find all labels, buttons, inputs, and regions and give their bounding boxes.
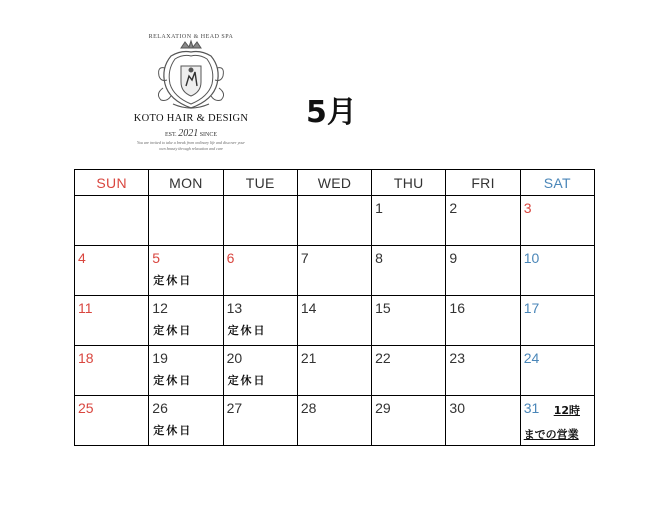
day-number: 26 <box>152 400 168 416</box>
calendar-day-cell <box>75 396 149 446</box>
calendar-week-row <box>75 346 595 396</box>
calendar-day-cell <box>297 246 371 296</box>
calendar-day-cell <box>149 246 223 296</box>
calendar-day-cell <box>297 346 371 396</box>
day-number: 27 <box>226 400 243 416</box>
calendar-day-cell <box>520 196 594 246</box>
weekday-tue: TUE <box>223 170 297 196</box>
closed-day-label: 定休日 <box>153 424 193 437</box>
calendar-day-cell <box>446 396 520 446</box>
calendar-week-row <box>75 396 595 446</box>
day-number: 24 <box>523 350 540 366</box>
crest-emblem-icon <box>151 38 231 116</box>
weekday-sun: SUN <box>75 170 149 196</box>
weekday-thu: THU <box>372 170 446 196</box>
weekday-sat: SAT <box>520 170 594 196</box>
day-number: 4 <box>78 250 86 266</box>
day-number: 8 <box>375 250 383 266</box>
calendar-day-cell <box>372 196 446 246</box>
logo-tagline: You are invited to take a break from ordinary life and discover your own beauty through relaxation and care <box>137 140 245 151</box>
salon-logo <box>132 30 250 165</box>
logo-arc-text: RELAXATION & HEAD SPA <box>148 34 234 40</box>
calendar-day-cell <box>149 196 223 246</box>
day-number <box>75 196 148 200</box>
day-number: 18 <box>78 350 94 366</box>
logo-est-prefix: EST. <box>164 132 177 138</box>
day-number: 1 <box>375 200 383 216</box>
day-number: 28 <box>300 400 317 416</box>
calendar-day-cell <box>223 296 297 346</box>
day-number: 9 <box>449 250 458 266</box>
calendar-day-cell <box>149 396 223 446</box>
calendar-day-cell <box>446 246 520 296</box>
calendar-day-cell <box>75 246 149 296</box>
day-number <box>149 196 222 200</box>
day-number: 23 <box>449 350 465 366</box>
calendar-day-cell <box>446 196 520 246</box>
day-number: 22 <box>375 350 391 366</box>
logo-est-suffix: SINCE <box>199 132 218 138</box>
calendar-day-cell <box>75 296 149 346</box>
day-number: 7 <box>300 250 309 266</box>
month-title: 5月 <box>306 95 357 130</box>
day-number: 17 <box>523 300 540 316</box>
logo-brand-name: KOTO HAIR & DESIGN <box>133 113 249 124</box>
weekday-header-row <box>75 170 595 196</box>
calendar-week-row <box>75 196 595 246</box>
day-number: 25 <box>78 400 94 416</box>
weekday-fri: FRI <box>446 170 520 196</box>
day-number: 5 <box>152 250 161 266</box>
day-number: 16 <box>449 300 465 316</box>
calendar-day-cell <box>223 246 297 296</box>
logo-est-year: 2021 <box>178 128 199 139</box>
calendar-day-cell <box>223 346 297 396</box>
day-number: 6 <box>226 250 235 266</box>
calendar-day-cell <box>297 396 371 446</box>
day-number: 10 <box>523 250 540 266</box>
calendar-day-cell <box>446 346 520 396</box>
calendar-day-cell <box>149 296 223 346</box>
calendar-day-cell <box>372 296 446 346</box>
calendar-day-cell <box>297 296 371 346</box>
calendar-day-cell <box>223 396 297 446</box>
calendar-day-cell <box>520 246 594 296</box>
day-number <box>298 196 371 200</box>
day-number: 31 <box>523 400 540 416</box>
calendar-day-cell <box>520 296 594 346</box>
day-number <box>224 196 297 200</box>
calendar-day-cell <box>446 296 520 346</box>
hours-note-text: までの営業 <box>523 428 579 441</box>
day-number: 21 <box>300 350 317 366</box>
day-number: 19 <box>152 350 168 366</box>
closed-day-label: 定休日 <box>227 374 267 387</box>
weekday-wed: WED <box>297 170 371 196</box>
day-number: 14 <box>300 300 317 316</box>
closed-day-label: 定休日 <box>153 274 193 287</box>
closed-day-label: 定休日 <box>153 374 193 387</box>
weekday-mon: MON <box>149 170 223 196</box>
calendar-day-cell <box>223 196 297 246</box>
day-number: 12 <box>152 300 168 316</box>
calendar-day-cell <box>297 196 371 246</box>
day-number: 2 <box>449 200 458 216</box>
day-number: 30 <box>449 400 465 416</box>
day-number: 29 <box>375 400 391 416</box>
closed-day-label: 定休日 <box>153 324 193 337</box>
closed-day-label: 定休日 <box>227 324 267 337</box>
calendar-day-cell <box>520 396 594 446</box>
calendar-day-cell <box>520 346 594 396</box>
day-number: 3 <box>523 200 532 216</box>
day-number: 13 <box>226 300 243 316</box>
day-number: 11 <box>78 300 93 316</box>
calendar-week-row <box>75 296 595 346</box>
calendar-day-cell <box>372 346 446 396</box>
calendar-day-cell <box>75 196 149 246</box>
calendar-week-row <box>75 246 595 296</box>
calendar-table <box>74 169 595 446</box>
day-number: 15 <box>375 300 391 316</box>
calendar-day-cell <box>372 396 446 446</box>
calendar-day-cell <box>75 346 149 396</box>
logo-established <box>132 128 250 139</box>
calendar-day-cell <box>372 246 446 296</box>
day-number: 20 <box>226 350 243 366</box>
hours-note-time: 12時 <box>553 404 580 417</box>
calendar-day-cell <box>149 346 223 396</box>
